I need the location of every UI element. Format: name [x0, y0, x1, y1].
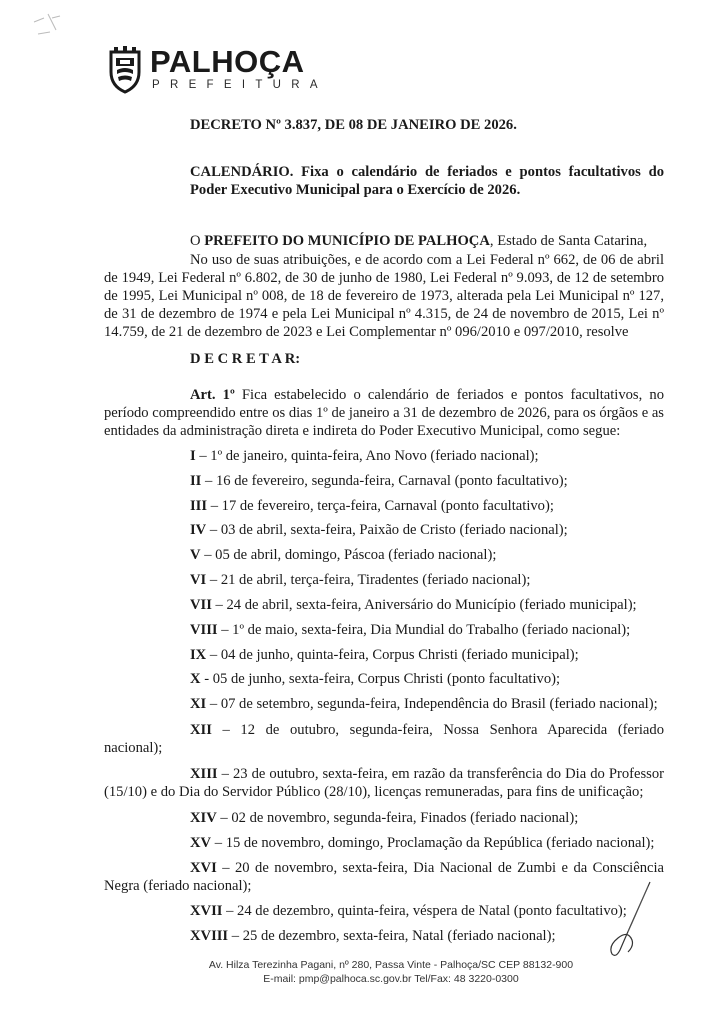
item-number: III — [190, 498, 208, 514]
item-number: XII — [190, 722, 212, 738]
item-number: VII — [190, 597, 212, 613]
preamble-intro — [190, 232, 647, 250]
item-text: – 23 de outubro, sexta-feira, em razão da transferência do Dia do Professor — [217, 766, 664, 782]
list-item — [190, 571, 530, 589]
item-text: – 24 de abril, sexta-feira, Aniversário do Município (feriado municipal); — [211, 597, 637, 613]
list-item — [190, 834, 654, 852]
list-item — [190, 497, 554, 515]
preamble-line-4: de 31 de dezembro de 1974 e pela Lei Municipal nº 4.315, de 24 de novembro de 2015, Lei nº — [104, 306, 664, 322]
prefeitura-logo — [106, 46, 326, 98]
item-number: I — [190, 448, 196, 464]
item-text: – 02 de novembro, segunda-feira, Finados (feriado nacional); — [216, 810, 579, 826]
preamble-line-5: 14.759, de 21 de dezembro de 2023 e Lei Complementar nº 096/2010 e 097/2010, resolve — [104, 324, 629, 340]
item-text: – 20 de novembro, sexta-feira, Dia Nacional de Zumbi e da Consciência — [216, 860, 664, 876]
preamble-line-3: de 1995, Lei Municipal nº 008, de 18 de fevereiro de 1973, alterada pela Lei Municipal nº 127, — [104, 288, 664, 304]
item-text: – 24 de dezembro, quinta-feira, véspera de Natal (ponto facultativo); — [222, 903, 627, 919]
list-item — [190, 721, 664, 739]
preamble-line-1: No uso de suas atribuições, e de acordo com a Lei Federal nº 662, de 06 de abril — [190, 252, 664, 268]
item-number: VI — [190, 572, 207, 588]
scan-mark — [30, 8, 70, 38]
item-text: – 16 de fevereiro, segunda-feira, Carnaval (ponto facultativo); — [201, 473, 568, 489]
item-number: XVII — [190, 903, 223, 919]
art1-line-2: período compreendido entre os dias 1º de janeiro a 31 de dezembro de 2026, para os órgãos e as — [104, 405, 664, 421]
item-text: – 12 de outubro, segunda-feira, Nossa Senhora Aparecida (feriado — [211, 722, 664, 738]
art1-label: Art. 1º — [190, 387, 235, 403]
list-item — [190, 695, 658, 713]
preamble-intro-suffix: , Estado de Santa Catarina, — [489, 233, 648, 249]
item-text: - 05 de junho, sexta-feira, Corpus Christi (ponto facultativo); — [200, 671, 561, 687]
item-number: XIV — [190, 810, 217, 826]
preamble-line-2: de 1949, Lei Federal nº 6.802, de 30 de junho de 1980, Lei Federal nº 9.093, de 12 de setembro — [104, 270, 664, 286]
item-text: – 05 de abril, domingo, Páscoa (feriado nacional); — [200, 547, 497, 563]
ementa-line-1: CALENDÁRIO. Fixa o calendário de feriados e pontos facultativos do — [190, 164, 664, 180]
item-text: – 07 de setembro, segunda-feira, Independência do Brasil (feriado nacional); — [206, 696, 658, 712]
item-number: XVI — [190, 860, 217, 876]
item-text: – 21 de abril, terça-feira, Tiradentes (feriado nacional); — [206, 572, 531, 588]
item-number: XIII — [190, 766, 218, 782]
list-item — [190, 927, 556, 945]
preamble-intro-prefix: O — [190, 233, 205, 249]
item-number: V — [190, 547, 201, 563]
ementa-line-2: Poder Executivo Municipal para o Exercício de 2026. — [190, 182, 521, 198]
list-item — [190, 859, 664, 877]
item-text: – 1º de maio, sexta-feira, Dia Mundial do Trabalho (feriado nacional); — [217, 622, 631, 638]
item-text: – 25 de dezembro, sexta-feira, Natal (feriado nacional); — [228, 928, 556, 944]
mayor-title: PREFEITO DO MUNICÍPIO DE PALHOÇA — [204, 233, 490, 249]
list-item — [190, 521, 568, 539]
item-text: – 04 de junho, quinta-feira, Corpus Christi (feriado municipal); — [206, 647, 579, 663]
list-item — [190, 670, 560, 688]
list-item — [190, 546, 496, 564]
item-number: VIII — [190, 622, 218, 638]
footer-contact: E-mail: pmp@palhoca.sc.gov.br Tel/Fax: 48 3220-0300 — [263, 973, 519, 985]
list-item — [190, 646, 579, 664]
list-item — [190, 447, 539, 465]
item-text-continuation: (15/10) e do Dia do Servidor Público (28/10), licenças remuneradas, para fins de unificação; — [104, 784, 644, 800]
list-item — [190, 472, 568, 490]
item-number: XVIII — [190, 928, 229, 944]
item-number: IX — [190, 647, 207, 663]
logo-subtitle: PREFEITURA — [152, 79, 328, 91]
list-item — [190, 902, 627, 920]
art1-line-1 — [190, 386, 664, 404]
item-number: XI — [190, 696, 207, 712]
art1-text-1: Fica estabelecido o calendário de feriados e pontos facultativos, no — [234, 387, 664, 403]
item-text-continuation: Negra (feriado nacional); — [104, 878, 252, 894]
signature-initials — [598, 880, 658, 960]
decree-title: DECRETO Nº 3.837, DE 08 DE JANEIRO DE 2026. — [190, 117, 517, 133]
item-number: IV — [190, 522, 207, 538]
coat-of-arms-icon — [106, 46, 144, 94]
item-number: XV — [190, 835, 212, 851]
list-item — [190, 621, 630, 639]
art1-line-3: entidades da administração direta e indireta do Poder Executivo Municipal, como segue: — [104, 423, 621, 439]
list-item — [190, 596, 637, 614]
item-number: X — [190, 671, 201, 687]
item-number: II — [190, 473, 202, 489]
item-text: – 17 de fevereiro, terça-feira, Carnaval (ponto facultativo); — [207, 498, 554, 514]
list-item — [190, 765, 664, 783]
item-text: – 1º de janeiro, quinta-feira, Ano Novo (feriado nacional); — [195, 448, 539, 464]
item-text-continuation: nacional); — [104, 740, 163, 756]
decretar-heading: D E C R E T A R: — [190, 351, 301, 367]
logo-name: PALHOÇA — [150, 44, 305, 79]
item-text: – 15 de novembro, domingo, Proclamação da República (feriado nacional); — [211, 835, 655, 851]
footer-address: Av. Hilza Terezinha Pagani, nº 280, Passa Vinte - Palhoça/SC CEP 88132-900 — [208, 959, 574, 971]
list-item — [190, 809, 578, 827]
item-text: – 03 de abril, sexta-feira, Paixão de Cristo (feriado nacional); — [206, 522, 568, 538]
